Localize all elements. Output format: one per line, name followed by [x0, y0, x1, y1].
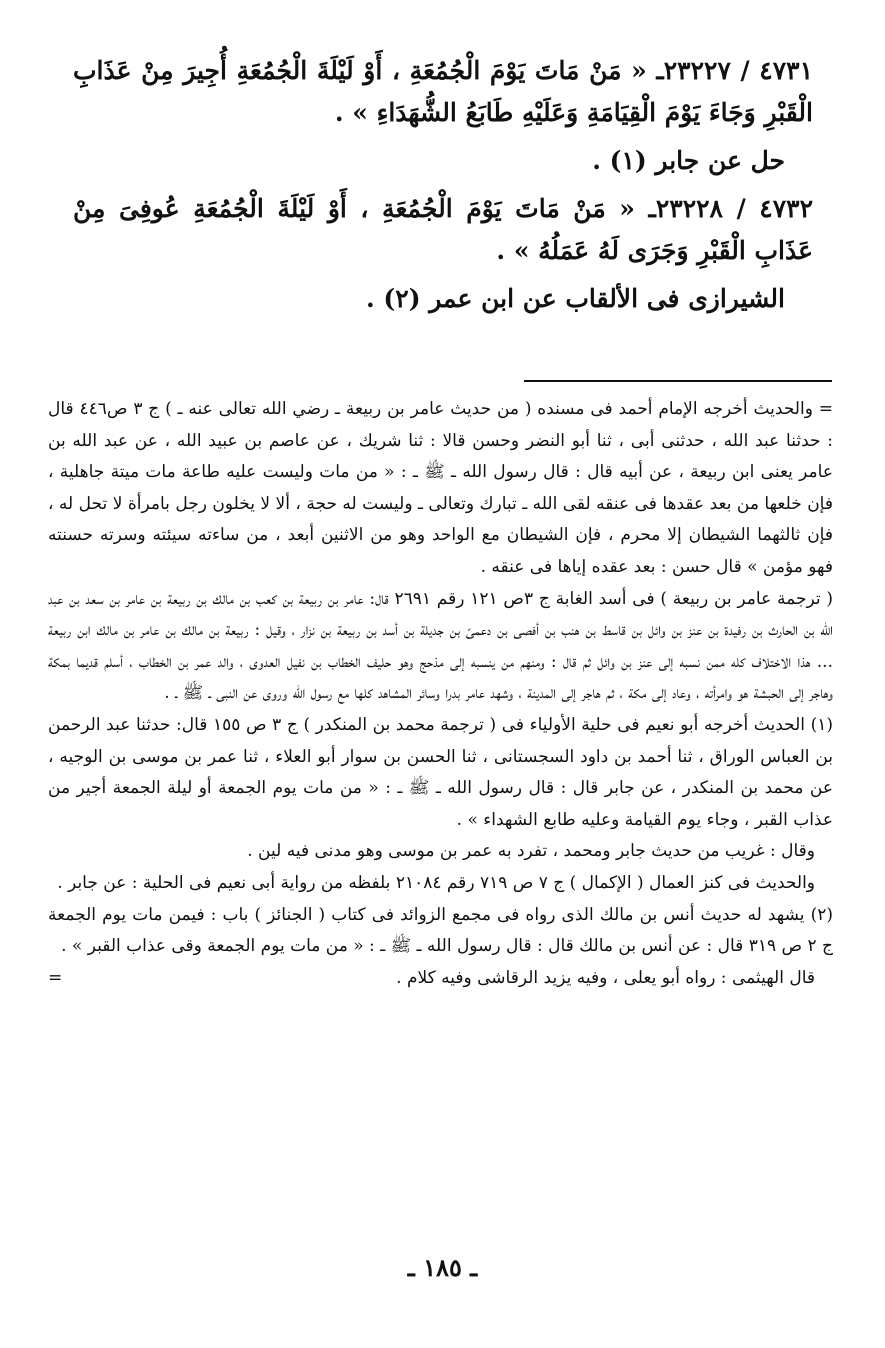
footnote-1-comment: وقال : غريب من حديث جابر ومحمد ، تفرد به عمر بن موسى وهو مدنى فيه لين .: [247, 841, 815, 862]
footnotes-section: [48, 394, 833, 994]
hadith-source: حل عن جابر (١) .: [592, 146, 785, 175]
footnote-continuation: ( ترجمة عامر بن ربيعة ) فى أسد الغابة ج ٣ص ١٢١ رقم ٢٦٩١ قال: عامر بن ربيعة بن كعب بن مالك بن ربيعة بن عامر بن سعد بن عبد الله بن الحارث بن رفيدة بن عنز بن وائل بن قاسط بن هنب بن أفصى بن دعمىّ بن جديلة بن أسد بن ربيعة بن نزار ، وقيل : ربيعة بن مالك بن عامر بن مالك ابن ربيعة ... هذا الاختلاف كله ممن نسبه إلى عنز بن وائل ثم قال : ومنهم من ينسبه إلى مذحج وهو حليف الخطاب بن نفيل العدوى ، والد عمر بن الخطاب ، أسلم قديما بمكة وهاجر إلى الحبشة هو وامرأته ، وعاد إلى مكة ، ثم هاجر إلى المدينة ، وشهد عامر بدرا وسائر المشاهد كلها مع رسول الله وروى عن النبى ـ ﷺ ـ .: [48, 588, 833, 704]
continued-marker: =: [48, 967, 63, 988]
footnote-2-comment: [48, 963, 833, 995]
footnote-1-reference: والحديث فى كنز العمال ( الإكمال ) ج ٧ ص ٧١٩ رقم ٢١٠٨٤ بلفظه من رواية أبى نعيم فى الحلية : عن جابر .: [57, 872, 815, 893]
hadith-number: ٤٧٣٢ / ٢٣٢٢٨: [655, 194, 813, 223]
footnote-1: (١) الحديث أخرجه أبو نعيم فى حلية الأولياء فى ( ترجمة محمد بن المنكدر ) ج ٣ ص ١٥٥ قال: حدثنا عبد الرحمن بن العباس الوراق ، ثنا أحمد بن داود السجستانى ، ثنا الحسن بن سوار أبو العلاء ، ثنا عمر بن موسى بن الوجيه ، عن محمد بن المنكدر ، عن جابر قال : قال رسول الله ـ ﷺ ـ : « من مات يوم الجمعة أو ليلة الجمعة أجير من عذاب القبر ، وجاء يوم القيامة وعليه طابع الشهداء » .: [48, 714, 833, 830]
footnote-continuation: = والحديث أخرجه الإمام أحمد فى مسنده ( من حديث عامر بن ربيعة ـ رضي الله تعالى عنه ـ ) ج ٣ ص٤٤٦ قال : حدثنا عبد الله ، حدثنى أبى ، ثنا أبو النضر وحسن قالا : ثنا شريك ، عن عاصم بن عبيد الله ، عن عبد الله بن عامر يعنى ابن ربيعة ، عن أبيه قال : قال رسول الله ـ ﷺ ـ : « من مات وليست عليه طاعة مات ميتة جاهلية ، فإن خلعها من بعد عقدها فى عنقه لقى الله ـ تبارك وتعالى ـ وليست له حجة ، ألا لا يخلون رجل بامرأة لا تحل له ، فإن ثالثهما الشيطان إلا محرم ، فإن الشيطان مع الواحد وهو من الاثنين أبعد ، من ساءته سيئته وسرته حسنته فهو مؤمن » قال حسن : بعد عقده إياها فى عنقه .: [48, 399, 833, 577]
hadith-entry: [73, 50, 813, 134]
hadith-entry: [73, 188, 813, 272]
hadith-text: ـ « مَنْ مَاتَ يَوْمَ الْجُمُعَةِ ، أَوْ لَيْلَةَ الْجُمُعَةِ أُجِيرَ مِنْ عَذَابِ الْقَبْرِ وَجَاءَ يَوْمَ الْقِيَامَةِ وَعَلَيْهِ طَابَعُ الشُّهَدَاءِ » .: [73, 56, 813, 127]
hadith-number: ٤٧٣١ / ٢٣٢٢٧: [663, 56, 813, 85]
hadith-text: ـ « مَنْ مَاتَ يَوْمَ الْجُمُعَةِ ، أَوْ لَيْلَةَ الْجُمُعَةِ عُوفِىَ مِنْ عَذَابِ الْقَبْرِ وَجَرَى لَهُ عَمَلُهُ » .: [73, 194, 813, 265]
footnote-divider: [524, 380, 832, 382]
main-hadith-section: [73, 50, 813, 326]
hadith-source: الشيرازى فى الألقاب عن ابن عمر (٢) .: [366, 284, 785, 313]
footnote-2: (٢) يشهد له حديث أنس بن مالك الذى رواه فى مجمع الزوائد فى كتاب ( الجنائز ) باب : فيمن مات يوم الجمعة ج ٢ ص ٣١٩ قال : عن أنس بن مالك قال : قال رسول الله ـ ﷺ ـ : « من مات يوم الجمعة وقى عذاب القبر » .: [48, 904, 833, 957]
footnote-2-comment-text: قال الهيثمى : رواه أبو يعلى ، وفيه يزيد الرقاشى وفيه كلام .: [396, 967, 815, 988]
page-number: ـ ١٨٥ ـ: [407, 1253, 478, 1282]
